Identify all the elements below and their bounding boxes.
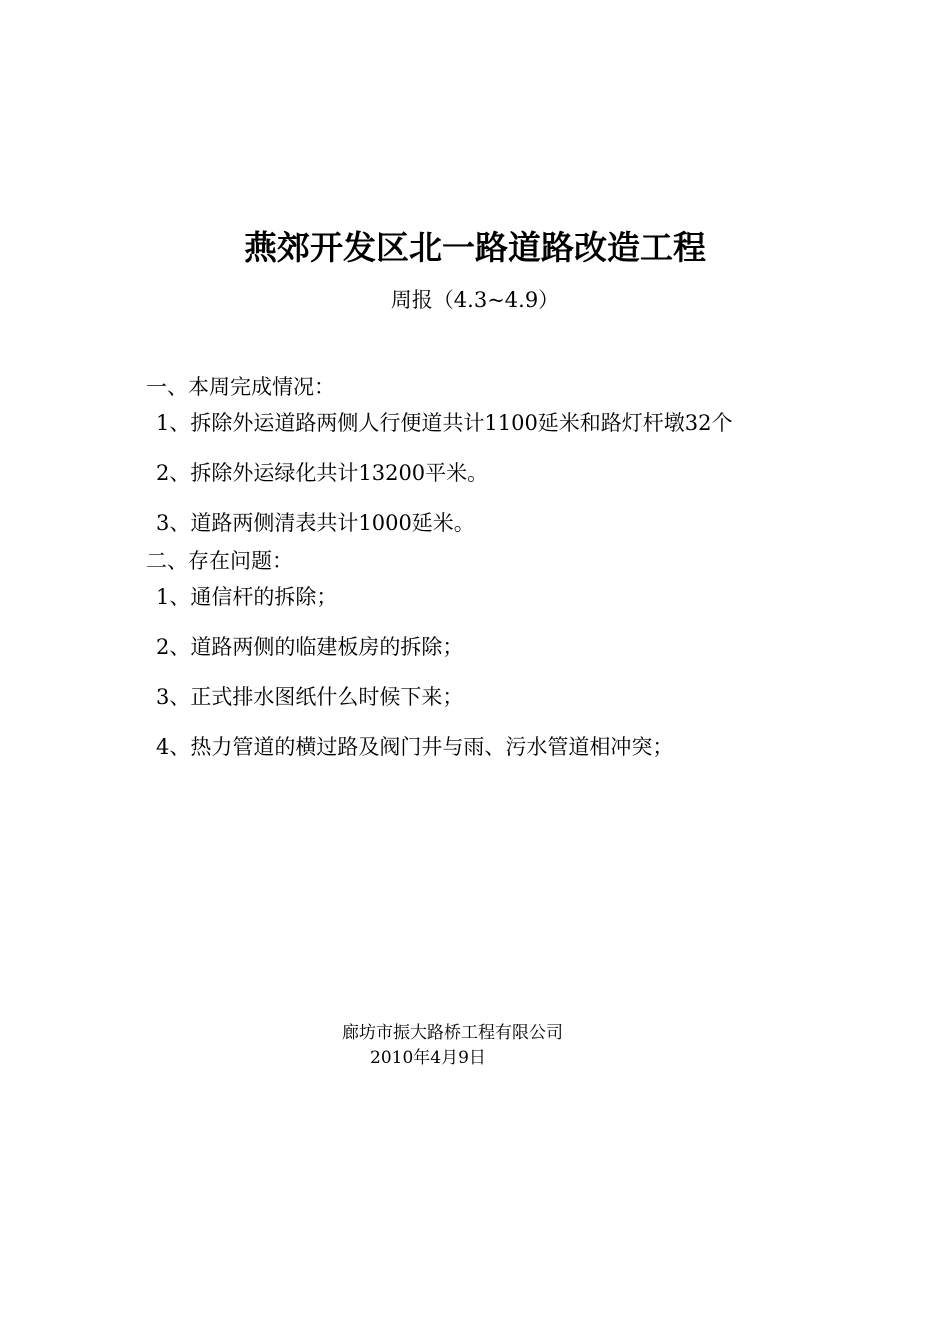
completed-item-3: 3、道路两侧清表共计1000延米。	[156, 511, 475, 535]
document-subtitle: 周报（4.3~4.9）	[390, 288, 560, 312]
issue-item-4: 4、热力管道的横过路及阀门井与雨、污水管道相冲突；	[156, 735, 674, 759]
footer-date: 2010年4月9日	[370, 1048, 486, 1068]
section-heading-issues: 二、存在问题：	[146, 549, 293, 573]
issue-item-3: 3、正式排水图纸什么时候下来；	[156, 685, 464, 709]
completed-item-1: 1、拆除外运道路两侧人行便道共计1100延米和路灯杆墩32个	[156, 411, 733, 435]
issue-item-1: 1、通信杆的拆除；	[156, 585, 338, 609]
issue-item-2: 2、道路两侧的临建板房的拆除；	[156, 635, 464, 659]
completed-item-2: 2、拆除外运绿化共计13200平米。	[156, 461, 489, 485]
footer-company: 廊坊市振大路桥工程有限公司	[342, 1023, 563, 1043]
section-heading-completed: 一、本周完成情况：	[146, 375, 335, 399]
document-title: 燕郊开发区北一路道路改造工程	[244, 228, 706, 267]
